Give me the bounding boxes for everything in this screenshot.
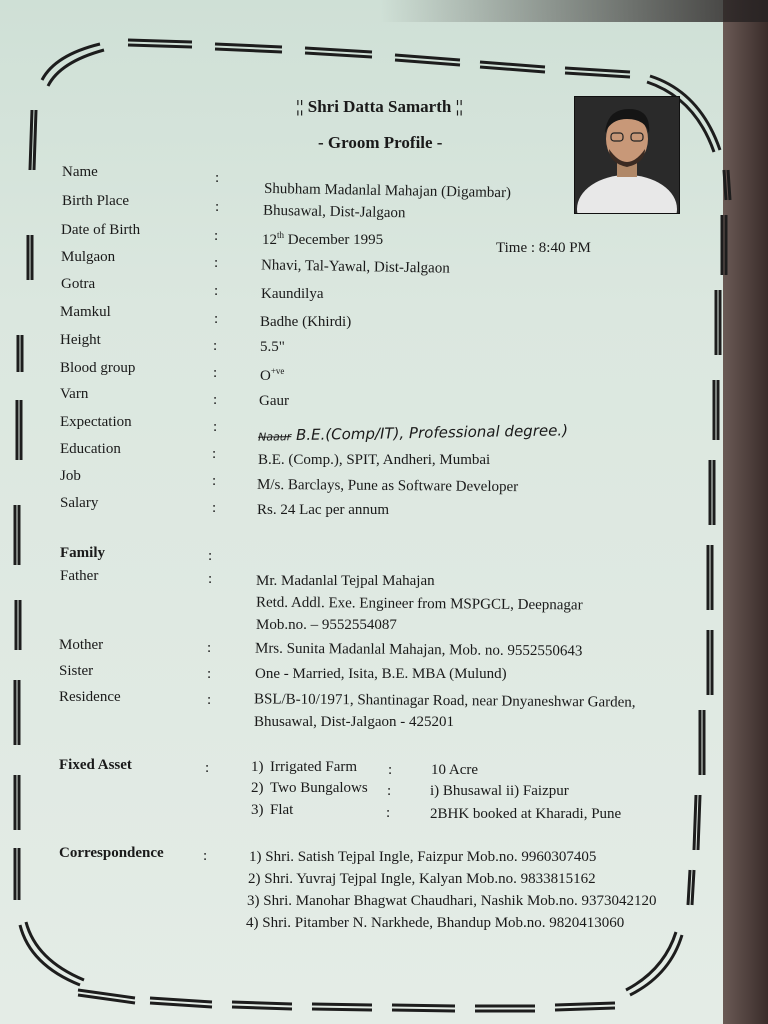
colon: :: [388, 762, 393, 778]
label-expectation: Expectation: [60, 414, 132, 430]
header-title-text: Shri Datta Samarth: [307, 97, 452, 116]
contact-item: 3) Shri. Manohar Bhagwat Chaudhari, Nashik Mob.no. 9373042120: [247, 893, 657, 909]
asset-num: 3): [251, 802, 264, 818]
asset-value: 10 Acre: [431, 762, 479, 778]
value-date-of-birth: [262, 230, 383, 249]
expectation-text: B.E.(Comp/IT), Professional degree.): [295, 421, 569, 445]
colon: :: [387, 783, 392, 799]
colon: :: [213, 338, 218, 354]
family-heading: Family: [60, 545, 105, 561]
colon: :: [214, 311, 219, 327]
blood-value: O: [260, 368, 271, 384]
groom-photo: [574, 96, 680, 214]
colon: :: [212, 473, 217, 489]
mother-details: Mrs. Sunita Madanlal Mahajan, Mob. no. 9552550643: [254, 640, 583, 660]
colon: :: [208, 571, 213, 587]
asset-value: i) Bhusawal ii) Faizpur: [430, 783, 569, 799]
value-blood-group: [260, 366, 284, 385]
header-subtitle: - Groom Profile -: [318, 133, 443, 152]
colon: :: [213, 419, 218, 435]
value-height: 5.5": [260, 339, 285, 355]
label-mamkul: Mamkul: [60, 304, 111, 320]
value-mulgaon: Nhavi, Tal-Yawal, Dist-Jalgaon: [260, 257, 450, 277]
label-varn: Varn: [60, 386, 89, 402]
colon: :: [212, 446, 217, 462]
value-gotra: Kaundilya: [261, 286, 324, 302]
title-mark-right: ¦¦: [451, 97, 464, 116]
value-mamkul: Badhe (Khirdi): [260, 314, 352, 330]
value-job: M/s. Barclays, Pune as Software Developer: [256, 476, 519, 496]
label-father: Father: [60, 568, 99, 584]
asset-num: 1): [251, 759, 264, 775]
asset-value: 2BHK booked at Kharadi, Pune: [430, 806, 622, 822]
asset-num: 2): [251, 780, 264, 796]
value-birth-place: Bhusawal, Dist-Jalgaon: [262, 202, 406, 222]
colon: :: [205, 760, 210, 776]
label-sister: Sister: [59, 663, 94, 679]
label-salary: Salary: [60, 495, 99, 511]
value-salary: Rs. 24 Lac per annum: [257, 502, 390, 518]
label-residence: Residence: [59, 689, 121, 705]
colon: :: [207, 640, 212, 656]
asset-name: Flat: [270, 802, 294, 818]
colon: :: [207, 692, 212, 708]
sister-details: One - Married, Isita, B.E. MBA (Mulund): [255, 666, 507, 682]
fixed-asset-heading: Fixed Asset: [59, 757, 132, 773]
colon: :: [208, 548, 213, 564]
contact-item: 4) Shri. Pitamber N. Narkhede, Bhandup Mob.no. 9820413060: [246, 915, 625, 931]
colon: :: [386, 805, 391, 821]
value-name: Shubham Madanlal Mahajan (Digambar): [263, 180, 512, 202]
portrait-image: [575, 97, 679, 213]
title-mark-left: ¦¦: [296, 97, 308, 116]
father-mobile: Mob.no. – 9552554087: [256, 617, 397, 633]
colon: :: [207, 666, 212, 682]
label-date-of-birth: Date of Birth: [61, 222, 141, 238]
label-height: Height: [60, 332, 101, 348]
label-name: Name: [62, 164, 98, 180]
blood-sup: +ve: [270, 366, 285, 376]
colon: :: [213, 365, 218, 381]
dob-rest: December 1995: [287, 232, 384, 248]
dob-day: 12: [262, 232, 277, 248]
asset-name: Irrigated Farm: [270, 759, 358, 775]
colon: :: [214, 255, 219, 271]
colon: :: [215, 199, 220, 215]
label-blood-group: Blood group: [60, 360, 136, 376]
label-birth-place: Birth Place: [62, 193, 130, 209]
contact-item: 1) Shri. Satish Tejpal Ingle, Faizpur Mob.no. 9960307405: [249, 849, 597, 865]
father-name: Mr. Madanlal Tejpal Mahajan: [256, 573, 435, 589]
father-occupation: Retd. Addl. Exe. Engineer from MSPGCL, Deepnagar: [255, 594, 583, 614]
colon: :: [213, 392, 218, 408]
colon: :: [214, 283, 219, 299]
birth-time: Time : 8:40 PM: [496, 240, 591, 256]
label-education: Education: [60, 441, 121, 457]
value-education: B.E. (Comp.), SPIT, Andheri, Mumbai: [258, 452, 491, 468]
label-mulgaon: Mulgaon: [61, 249, 116, 265]
residence-line-2: Bhusawal, Dist-Jalgaon - 425201: [254, 714, 454, 730]
colon: :: [212, 500, 217, 516]
colon: :: [214, 228, 219, 244]
header-title: [296, 97, 463, 117]
colon: :: [215, 170, 220, 186]
label-job: Job: [60, 468, 81, 484]
expectation-struck: Naaur: [257, 430, 292, 444]
value-varn: Gaur: [259, 393, 289, 409]
colon: :: [203, 848, 208, 864]
contact-item: 2) Shri. Yuvraj Tejpal Ingle, Kalyan Mob.no. 9833815162: [248, 871, 596, 887]
residence-line-1: BSL/B-10/1971, Shantinagar Road, near Dnyaneshwar Garden,: [253, 691, 636, 711]
label-mother: Mother: [59, 637, 104, 653]
label-gotra: Gotra: [61, 276, 96, 292]
dob-suffix: th: [277, 230, 285, 240]
correspondence-heading: Correspondence: [59, 845, 164, 861]
asset-name: Two Bungalows: [270, 780, 368, 796]
